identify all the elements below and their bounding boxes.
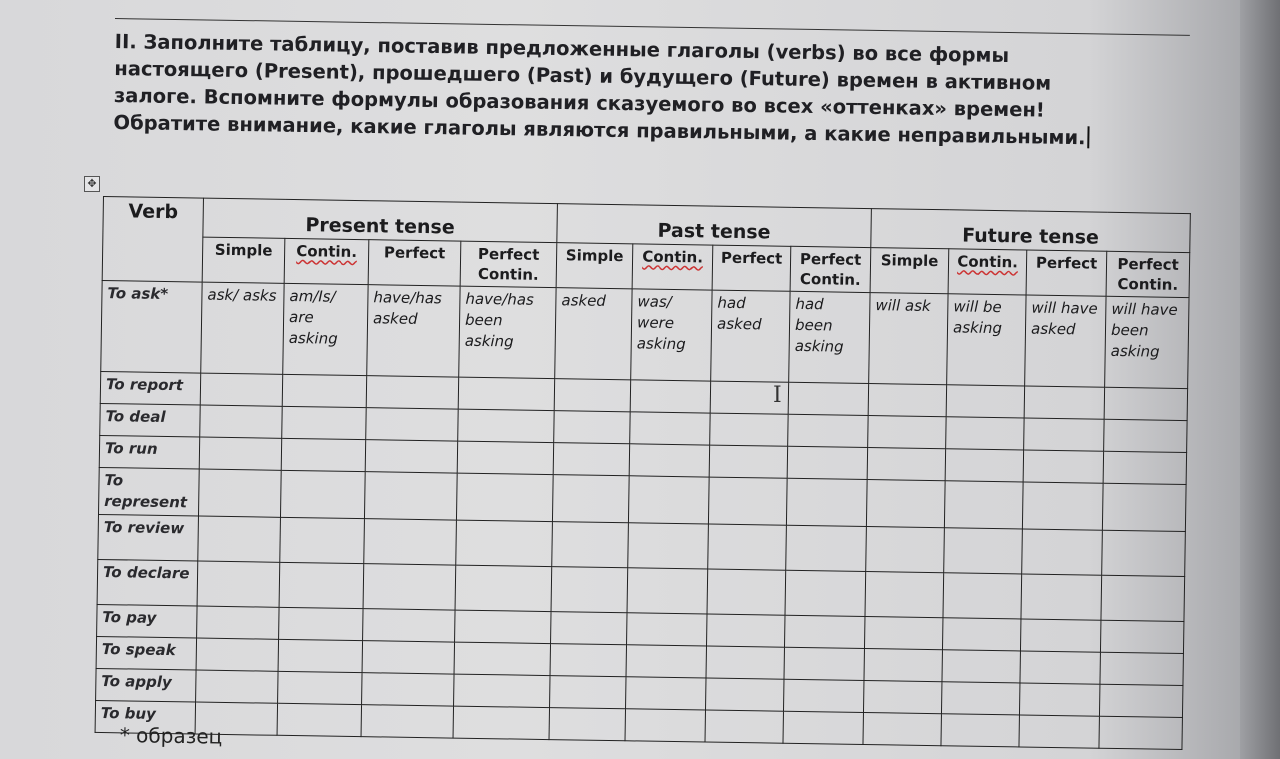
empty-cell[interactable] — [942, 650, 1020, 683]
empty-cell[interactable] — [1020, 651, 1100, 684]
empty-cell[interactable] — [196, 638, 278, 671]
empty-cell[interactable] — [550, 644, 626, 677]
empty-cell[interactable] — [551, 567, 628, 613]
subheader-cell[interactable]: Simple — [556, 243, 633, 289]
empty-cell[interactable] — [626, 677, 706, 710]
empty-cell[interactable] — [366, 408, 458, 441]
empty-cell[interactable] — [627, 568, 708, 614]
verb-cell[interactable]: To review — [98, 514, 199, 561]
subheader-cell[interactable]: Simple — [870, 248, 949, 294]
empty-cell[interactable] — [1022, 482, 1103, 530]
empty-cell[interactable] — [941, 714, 1019, 747]
empty-cell[interactable] — [1100, 652, 1184, 685]
empty-cell[interactable] — [866, 480, 945, 528]
empty-cell[interactable] — [196, 670, 278, 703]
empty-cell[interactable] — [1020, 683, 1100, 716]
sample-cell[interactable]: asked — [555, 288, 632, 380]
empty-cell[interactable] — [200, 405, 282, 438]
subheader-cell[interactable] — [284, 238, 369, 284]
present-tense-header[interactable]: Present tense — [203, 198, 558, 243]
sample-cell[interactable]: am/Is/ are asking — [283, 283, 368, 375]
sample-cell[interactable]: will have been asking — [1105, 296, 1189, 388]
subheader-cell[interactable] — [632, 244, 713, 290]
empty-cell[interactable] — [366, 376, 458, 409]
empty-cell[interactable] — [628, 523, 709, 569]
instruction-body: II. Заполните таблицу, поставив предложенные глаголы (verbs) во все формы настоящего (Present), прошедшего (Past) и будущего (Future) времен в активном залоге. Вспомните формулы образования сказуемого во всех «оттенках» времен! Обратите внимание, какие глаголы являются правильными, а какие неправильными. — [113, 29, 1086, 150]
subheader-label: Contin. — [957, 252, 1019, 272]
empty-cell[interactable] — [784, 647, 864, 680]
empty-cell[interactable] — [279, 607, 363, 640]
empty-cell[interactable] — [629, 444, 709, 477]
empty-cell[interactable] — [626, 645, 706, 678]
empty-cell[interactable] — [1022, 529, 1103, 575]
empty-cell[interactable] — [364, 519, 457, 565]
empty-cell[interactable] — [1101, 575, 1185, 621]
empty-cell[interactable] — [282, 374, 366, 407]
empty-cell[interactable] — [551, 612, 627, 645]
empty-cell[interactable] — [454, 642, 551, 676]
empty-cell[interactable] — [458, 409, 555, 443]
verb-cell[interactable]: To speak — [96, 636, 196, 670]
empty-cell[interactable] — [944, 481, 1023, 529]
empty-cell[interactable] — [707, 569, 786, 615]
empty-cell[interactable] — [1099, 716, 1183, 749]
tense-table-wrapper — [95, 196, 1191, 750]
empty-cell[interactable] — [1024, 418, 1104, 451]
empty-cell[interactable] — [786, 525, 867, 571]
empty-cell[interactable] — [787, 446, 867, 479]
sample-row — [101, 280, 1189, 388]
future-tense-header[interactable]: Future tense — [871, 209, 1191, 253]
empty-cell[interactable] — [199, 437, 281, 470]
empty-cell[interactable] — [361, 705, 453, 738]
empty-cell[interactable] — [942, 682, 1020, 715]
empty-cell[interactable] — [362, 673, 454, 706]
empty-cell[interactable] — [710, 413, 788, 446]
text-caret — [1087, 126, 1089, 148]
verb-cell[interactable]: To pay — [97, 604, 197, 638]
empty-cell[interactable] — [281, 438, 365, 471]
empty-cell[interactable] — [456, 520, 553, 567]
empty-cell[interactable] — [554, 411, 630, 444]
empty-cell[interactable] — [864, 681, 942, 714]
empty-cell[interactable] — [788, 414, 868, 447]
subheader-cell[interactable]: Perfect Contin. — [1106, 251, 1190, 297]
empty-cell[interactable] — [553, 443, 629, 476]
empty-cell[interactable] — [280, 517, 365, 563]
empty-cell[interactable] — [458, 377, 555, 411]
empty-cell[interactable] — [197, 606, 279, 639]
empty-cell[interactable] — [454, 674, 551, 708]
empty-cell[interactable] — [708, 524, 787, 570]
verb-cell[interactable]: To ask* — [101, 280, 202, 373]
empty-cell[interactable] — [278, 671, 362, 704]
empty-cell[interactable] — [625, 709, 705, 742]
empty-cell[interactable] — [197, 561, 280, 607]
sample-cell[interactable]: will ask — [869, 293, 948, 385]
empty-cell[interactable] — [549, 708, 625, 741]
empty-cell[interactable] — [943, 573, 1022, 619]
empty-cell[interactable] — [1104, 387, 1188, 420]
verb-cell[interactable]: To declare — [97, 559, 198, 606]
empty-cell[interactable] — [1101, 620, 1185, 653]
empty-cell[interactable] — [552, 522, 629, 568]
tense-table — [95, 196, 1191, 750]
past-tense-header[interactable]: Past tense — [557, 204, 872, 248]
empty-cell[interactable] — [708, 477, 787, 525]
empty-cell[interactable] — [1021, 619, 1101, 652]
empty-cell[interactable] — [456, 473, 553, 522]
subheader-cell[interactable]: Perfect — [712, 245, 791, 291]
sample-cell[interactable]: will be asking — [947, 294, 1026, 386]
empty-cell[interactable] — [1104, 419, 1188, 452]
subheader-cell[interactable] — [948, 249, 1027, 295]
empty-cell[interactable] — [550, 676, 626, 709]
empty-cell[interactable] — [552, 475, 629, 523]
empty-cell[interactable] — [280, 470, 365, 518]
empty-cell[interactable] — [946, 385, 1024, 418]
empty-cell[interactable] — [1021, 574, 1102, 620]
empty-cell[interactable] — [864, 649, 942, 682]
empty-cell[interactable] — [455, 565, 552, 612]
text-cursor-icon: I — [773, 383, 782, 408]
sample-cell[interactable]: will have asked — [1025, 295, 1106, 387]
empty-cell[interactable] — [279, 562, 364, 608]
empty-cell[interactable] — [865, 572, 944, 618]
empty-cell[interactable] — [868, 384, 946, 417]
empty-cell[interactable] — [946, 417, 1024, 450]
verb-cell[interactable]: To report — [100, 371, 200, 405]
empty-cell[interactable] — [868, 416, 946, 449]
empty-cell[interactable] — [944, 528, 1023, 574]
sample-cell[interactable]: had been asking — [789, 291, 870, 383]
empty-cell[interactable] — [365, 440, 457, 473]
empty-cell[interactable] — [277, 703, 361, 736]
empty-cell[interactable] — [455, 610, 552, 644]
sample-cell[interactable]: was/ were asking — [631, 289, 712, 381]
verb-cell[interactable]: To buy — [95, 700, 195, 734]
subheader-cell[interactable]: Perfect Contin. — [790, 246, 871, 292]
empty-cell[interactable] — [554, 379, 630, 412]
verb-cell[interactable]: To apply — [96, 668, 196, 702]
empty-cell[interactable] — [706, 646, 784, 679]
footnote: * образец — [119, 723, 223, 749]
subheader-cell[interactable]: Simple — [202, 237, 285, 283]
empty-cell[interactable] — [863, 713, 941, 746]
empty-cell[interactable] — [1102, 530, 1186, 576]
verb-cell[interactable]: To represent — [98, 467, 199, 516]
empty-cell[interactable] — [198, 516, 281, 562]
sample-cell[interactable]: have/has asked — [367, 285, 460, 377]
empty-cell[interactable] — [628, 476, 709, 524]
empty-cell[interactable] — [453, 706, 550, 740]
empty-cell[interactable] — [630, 380, 710, 413]
sample-cell[interactable]: had asked — [711, 290, 790, 382]
verb-cell[interactable]: To deal — [100, 403, 200, 437]
empty-cell[interactable] — [709, 445, 787, 478]
empty-cell[interactable] — [364, 472, 457, 520]
empty-cell[interactable] — [783, 711, 863, 744]
empty-cell[interactable] — [943, 618, 1021, 651]
empty-cell[interactable] — [362, 641, 454, 674]
move-handle-icon[interactable]: ✥ — [84, 176, 100, 192]
empty-cell[interactable] — [630, 412, 710, 445]
empty-cell[interactable] — [784, 679, 864, 712]
sample-cell[interactable]: have/has been asking — [459, 286, 556, 378]
subheader-cell[interactable]: Perfect — [1026, 250, 1107, 296]
empty-cell[interactable] — [278, 639, 362, 672]
empty-cell[interactable] — [627, 613, 707, 646]
empty-cell[interactable] — [282, 406, 366, 439]
empty-cell[interactable] — [705, 710, 783, 743]
empty-cell[interactable] — [707, 614, 785, 647]
empty-cell[interactable] — [788, 382, 868, 415]
empty-cell[interactable] — [945, 449, 1023, 482]
empty-cell[interactable] — [1103, 451, 1187, 484]
subheader-cell[interactable]: Perfect Contin. — [460, 241, 557, 288]
empty-cell[interactable] — [363, 564, 456, 610]
empty-cell[interactable] — [200, 373, 282, 406]
empty-cell[interactable] — [1023, 450, 1103, 483]
empty-cell[interactable] — [1019, 715, 1099, 748]
subheader-cell[interactable]: Perfect — [368, 240, 461, 286]
empty-cell[interactable] — [1102, 483, 1186, 531]
empty-cell[interactable] — [866, 527, 945, 573]
empty-cell[interactable] — [457, 441, 554, 475]
empty-cell[interactable] — [865, 617, 943, 650]
subheader-label: Contin. — [642, 247, 704, 267]
empty-cell[interactable] — [867, 448, 945, 481]
empty-cell[interactable] — [785, 615, 865, 648]
empty-cell[interactable] — [786, 478, 867, 526]
empty-cell[interactable] — [198, 469, 281, 517]
verb-header[interactable]: Verb — [102, 197, 203, 283]
empty-cell[interactable] — [363, 609, 455, 642]
verb-cell[interactable]: To run — [99, 435, 199, 469]
instruction-text[interactable] — [113, 28, 1125, 152]
empty-cell[interactable] — [1024, 386, 1104, 419]
subheader-label: Contin. — [296, 242, 358, 261]
sample-cell[interactable]: ask/ asks — [201, 282, 284, 374]
empty-cell[interactable] — [1099, 684, 1183, 717]
empty-cell[interactable] — [706, 678, 784, 711]
screen-edge — [1240, 0, 1280, 759]
empty-cell[interactable] — [785, 570, 866, 616]
